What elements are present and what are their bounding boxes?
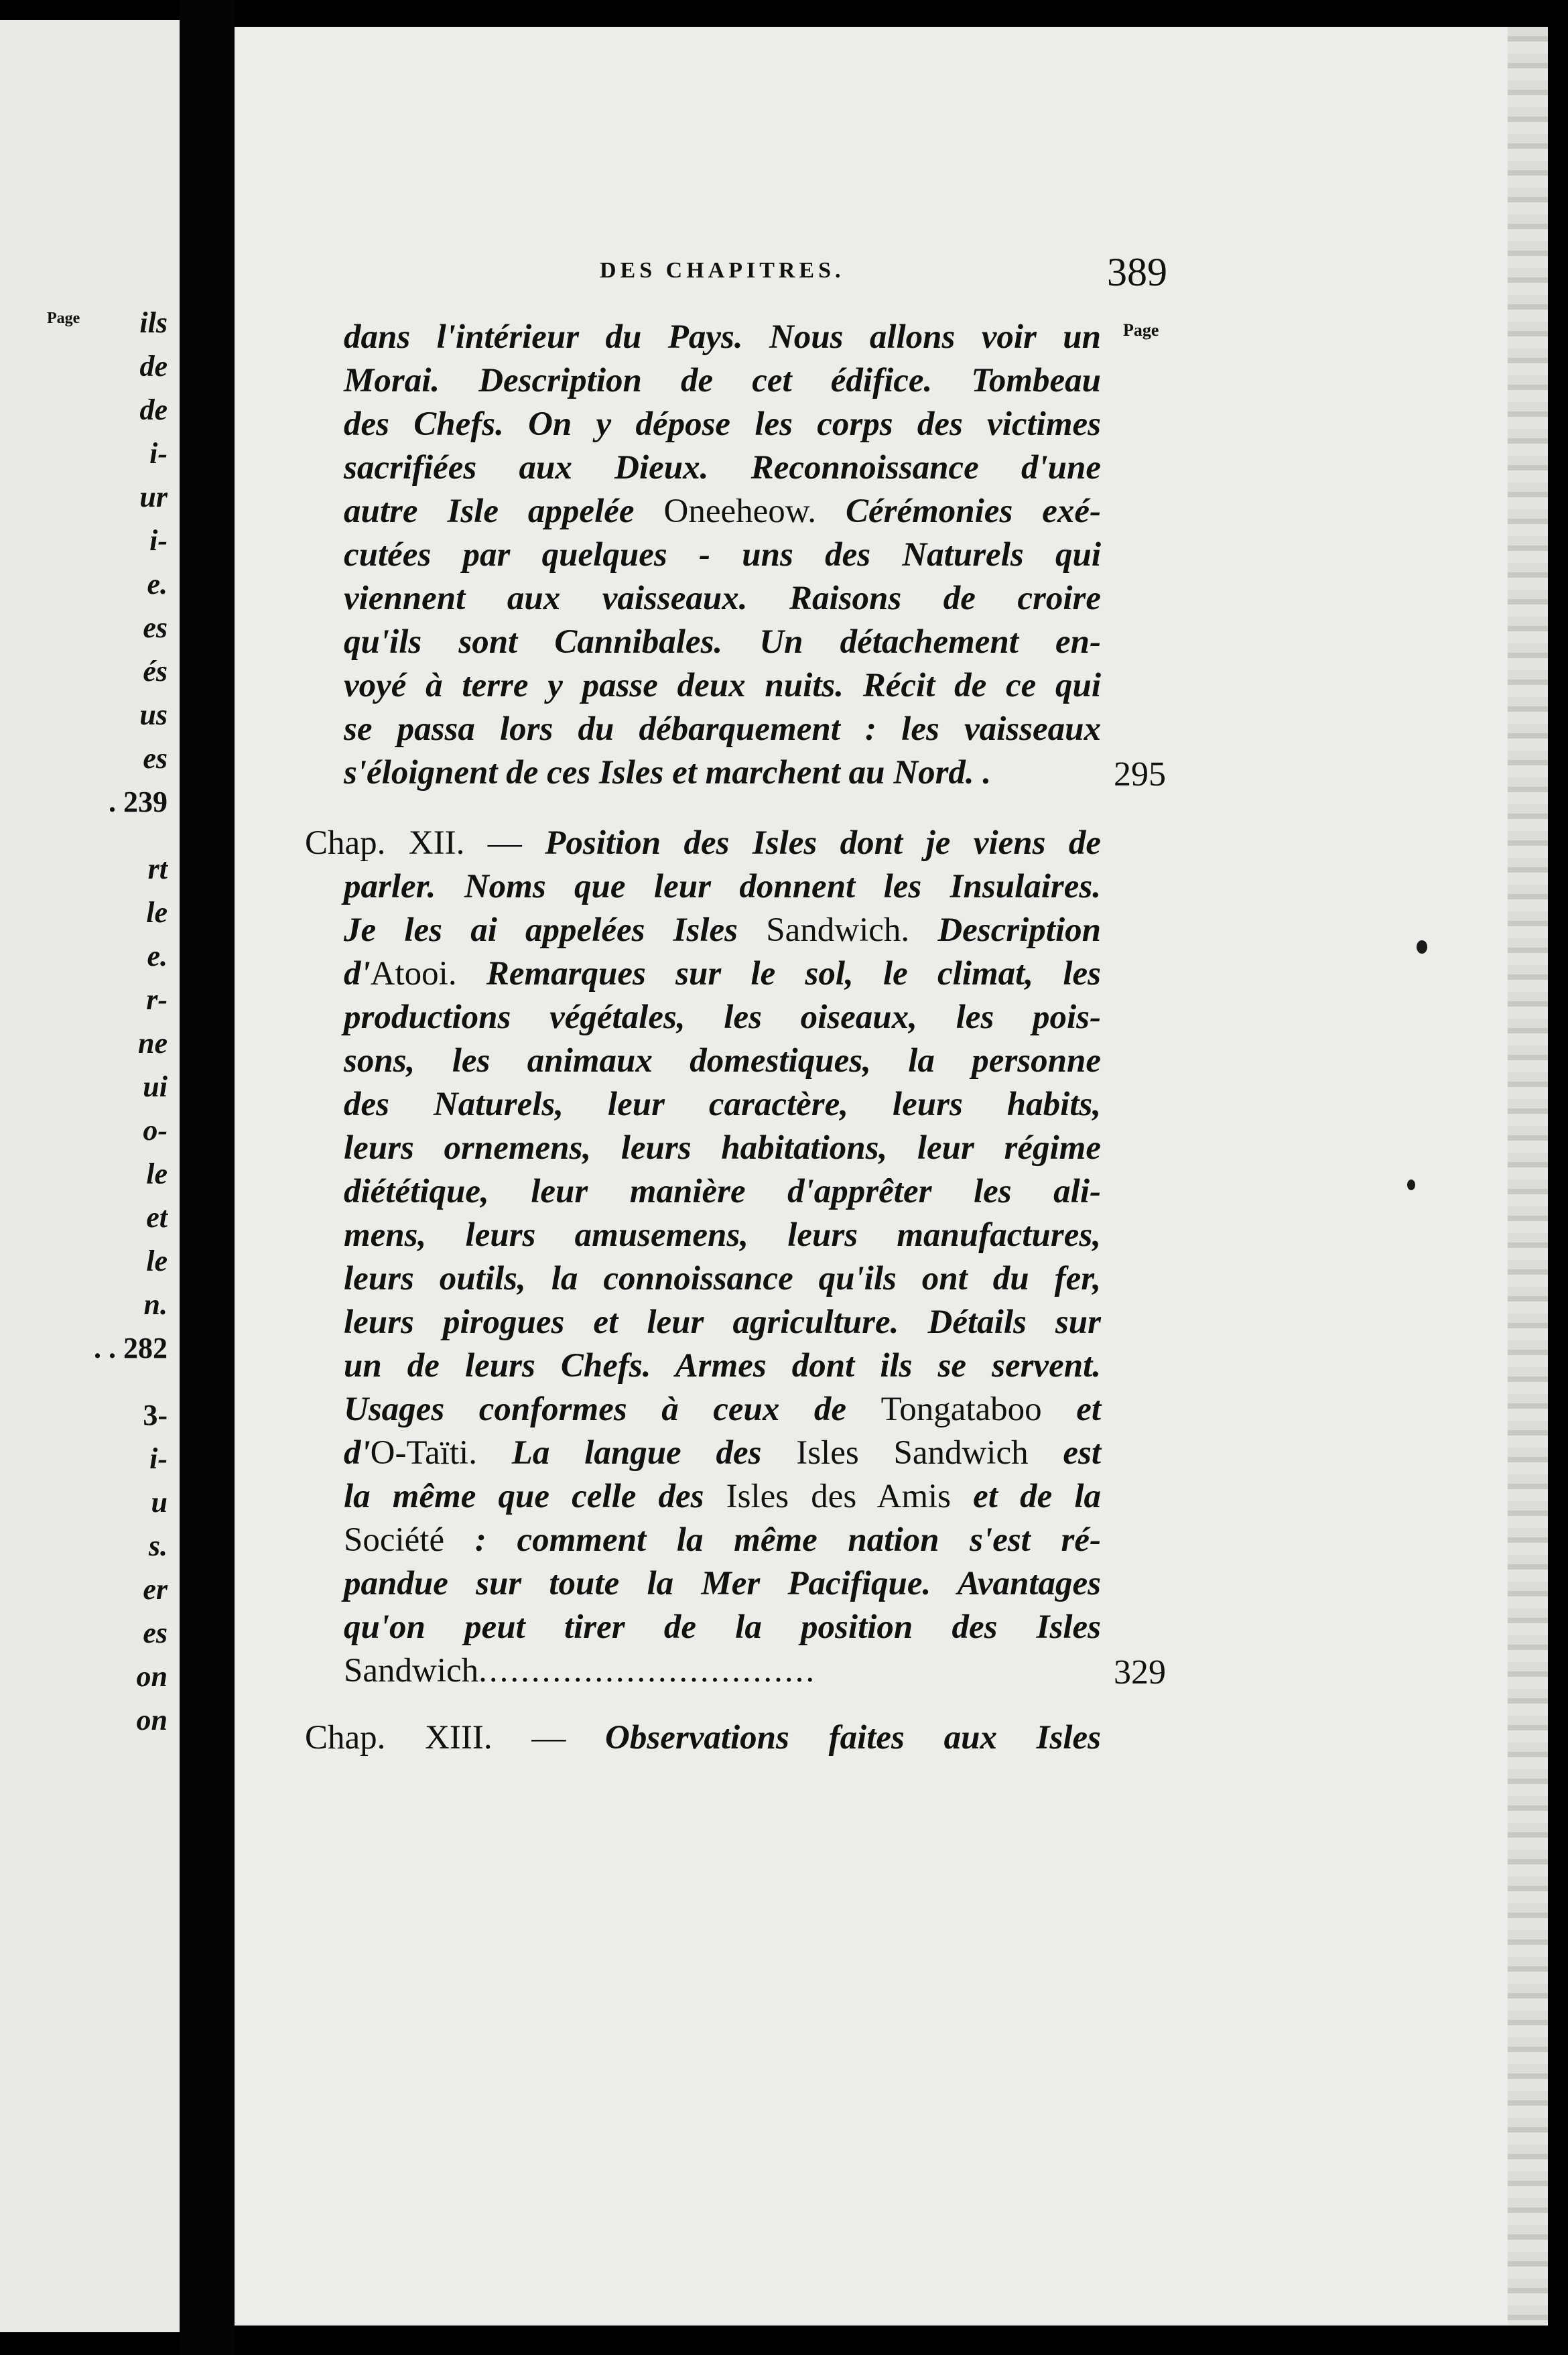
toc-line: sacrifiées aux Dieux. Reconnoissance d'une [344, 449, 1101, 487]
toc-line: viennent aux vaisseaux. Raisons de croire [344, 580, 1101, 617]
toc-line [344, 913, 1101, 948]
toc-text: et [1076, 1391, 1102, 1428]
left-page-fragment: on [136, 1660, 168, 1693]
left-page-fragment: i- [149, 1442, 168, 1475]
toc-line [344, 1480, 1101, 1514]
toc-line: leurs outils, la connoissance qu'ils ont du fer, [344, 1260, 1101, 1297]
page-number: 389 [1107, 250, 1167, 294]
entry-page-number: 295 [1114, 755, 1166, 793]
left-page-fragment: ui [143, 1070, 168, 1103]
page-edge [1508, 27, 1548, 2326]
toc-line: des Chefs. On y dépose les corps des victimes [344, 405, 1101, 443]
left-page-fragment: n. [143, 1288, 168, 1321]
toc-line: voyé à terre y passe deux nuits. Récit de ce qui [344, 667, 1101, 704]
left-page-fragment: és [143, 655, 168, 688]
chapter-heading-line [305, 826, 1101, 861]
left-page-fragment: i- [149, 524, 168, 557]
toc-line [344, 1436, 1101, 1470]
toc-text: La langue des [511, 1434, 762, 1472]
toc-text: Usages conformes à ceux de [344, 1391, 847, 1428]
toc-line: qu'on peut tirer de la position des Isles [344, 1608, 1101, 1646]
margin-page-label: Page [1123, 320, 1159, 340]
toc-line: des Naturels, leur caractère, leurs habits, [344, 1086, 1101, 1123]
toc-line: un de leurs Chefs. Armes dont ils se servent. [344, 1347, 1101, 1385]
place-name: Isles des Amis [726, 1478, 952, 1515]
toc-line [344, 495, 1101, 529]
toc-text: d' [344, 1434, 371, 1472]
toc-line [344, 957, 1101, 991]
left-page-fragment: s. [148, 1529, 168, 1562]
toc-line: s'éloignent de ces Isles et marchent au Nord. . [344, 754, 992, 791]
chapter-label: Chap. XII. — [305, 824, 522, 862]
toc-line: qu'ils sont Cannibales. Un détachement en- [344, 623, 1101, 661]
left-page-fragment: ne [138, 1027, 168, 1060]
toc-text: Position des Isles dont je viens de [545, 824, 1102, 862]
place-name: Société [344, 1521, 445, 1559]
toc-line: mens, leurs amusemens, leurs manufactures, [344, 1216, 1101, 1254]
toc-line: cutées par quelques - uns des Naturels qui [344, 536, 1101, 574]
left-page-fragment: ils [139, 306, 168, 339]
left-page-fragment: i- [149, 437, 168, 470]
toc-text: la même que celle des [344, 1478, 704, 1515]
dot-leader: ................................ [478, 1652, 817, 1690]
toc-line: Morai. Description de cet édifice. Tombeau [344, 362, 1101, 399]
left-page-fragment: rt [147, 852, 168, 885]
place-name: Atooi. [370, 955, 457, 993]
left-page-fragment: r- [146, 983, 168, 1016]
left-page-fragment: us [139, 698, 168, 731]
left-page-fragment: es [143, 611, 168, 644]
toc-text: est [1063, 1434, 1102, 1472]
left-page-fragment: on [136, 1704, 168, 1736]
book-gutter [180, 0, 235, 2355]
toc-text: : comment la même nation s'est ré- [474, 1521, 1101, 1559]
left-page-fragment: 3- [143, 1399, 168, 1431]
toc-text: Cérémonies exé- [845, 493, 1102, 530]
toc-line: se passa lors du débarquement : les vaisseaux [344, 710, 1101, 748]
toc-line: diététique, leur manière d'apprêter les ali- [344, 1173, 1101, 1210]
scan-speck [1417, 940, 1427, 954]
toc-text: et de la [973, 1478, 1102, 1515]
toc-text: Observations faites aux Isles [605, 1719, 1102, 1757]
left-page-fragment: u [151, 1486, 168, 1519]
place-name: Sandwich [344, 1652, 479, 1690]
place-name: Sandwich. [766, 911, 910, 949]
toc-line: leurs pirogues et leur agriculture. Détails sur [344, 1303, 1101, 1341]
left-page-fragment: ur [139, 481, 168, 513]
place-name: Oneeheow. [663, 493, 816, 530]
left-page-fragment: es [143, 742, 168, 775]
left-page-fragment: le [146, 1245, 168, 1277]
toc-line [344, 1654, 1101, 1688]
left-page-fragment: et [146, 1201, 168, 1234]
toc-line: parler. Noms que leur donnent les Insulaires. [344, 868, 1101, 905]
running-head: DES CHAPITRES. [600, 258, 845, 283]
scan-speck [1407, 1180, 1415, 1190]
toc-text: d' [344, 955, 371, 993]
entry-page-number: 329 [1114, 1653, 1166, 1692]
left-page-fragment: le [146, 1157, 168, 1190]
toc-text: Je les ai appelées Isles [344, 911, 738, 949]
toc-line: dans l'intérieur du Pays. Nous allons voir un [344, 318, 1101, 356]
left-page-fragment: er [143, 1573, 168, 1606]
toc-line [344, 1523, 1101, 1557]
left-page-fragment: . 239 [109, 785, 168, 818]
left-page-fragment: e. [147, 568, 168, 600]
left-page-fragment: de [139, 350, 168, 383]
place-name: Tongataboo [880, 1391, 1042, 1428]
left-page-fragment: . . 282 [94, 1332, 168, 1364]
chapter-label: Chap. XIII. — [305, 1719, 566, 1757]
left-page-fragment: le [146, 896, 168, 929]
toc-text: Remarques sur le sol, le climat, les [486, 955, 1101, 993]
toc-text: Description [937, 911, 1102, 949]
left-page-fragment: de [139, 393, 168, 426]
toc-line: leurs ornemens, leurs habitations, leur régime [344, 1129, 1101, 1167]
left-page-label: Page [47, 310, 80, 327]
toc-text: autre Isle appelée [344, 493, 635, 530]
toc-line: pandue sur toute la Mer Pacifique. Avantages [344, 1565, 1101, 1602]
left-page-fragment: e. [147, 940, 168, 972]
chapter-heading-line [305, 1721, 1101, 1755]
place-name: O-Taïti. [370, 1434, 477, 1472]
toc-line: sons, les animaux domestiques, la personne [344, 1042, 1101, 1080]
left-page-fragment: o- [143, 1114, 168, 1147]
toc-line: productions végétales, les oiseaux, les pois- [344, 999, 1101, 1036]
previous-page-fragment [0, 20, 180, 2332]
toc-line [344, 1393, 1101, 1427]
left-page-fragment: es [143, 1616, 168, 1649]
place-name: Isles Sandwich [796, 1434, 1029, 1472]
